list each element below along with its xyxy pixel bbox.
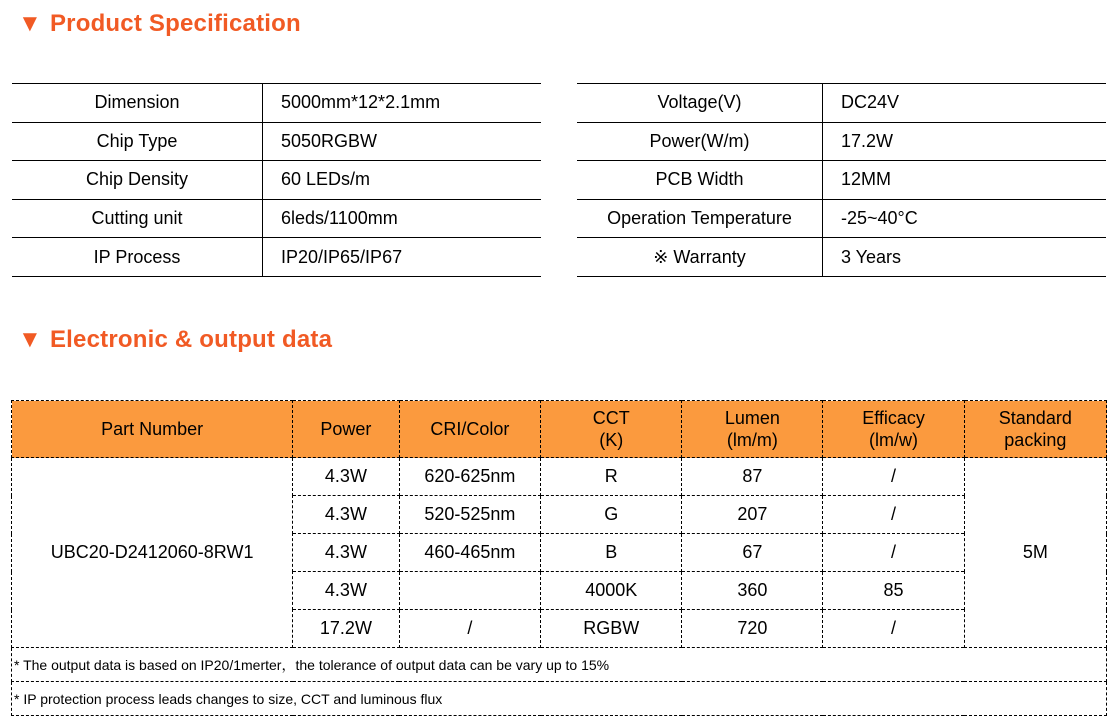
product-spec-heading xyxy=(18,10,301,38)
spec-key: PCB Width xyxy=(577,161,823,200)
spec-value: DC24V xyxy=(823,84,1107,123)
notes-row xyxy=(12,682,1107,716)
header-power: Power xyxy=(293,401,399,458)
output-data-heading xyxy=(18,326,332,354)
spec-row xyxy=(577,238,1106,277)
lumen-cell: 207 xyxy=(682,496,823,534)
output-note: * The output data is based on IP20/1merter，the tolerance of output data can be vary up to 15% xyxy=(12,648,1107,682)
spec-value: 5000mm*12*2.1mm xyxy=(263,84,542,123)
header-lumen xyxy=(682,401,823,458)
output-data-table xyxy=(11,400,1107,716)
header-lumen-line2: (lm/m) xyxy=(726,430,778,450)
spec-value: 6leds/1100mm xyxy=(263,199,542,238)
spec-row xyxy=(577,84,1106,123)
efficacy-cell: 85 xyxy=(823,572,964,610)
spec-key: Operation Temperature xyxy=(577,199,823,238)
header-cri-color: CRI/Color xyxy=(399,401,541,458)
triangle-down-icon: ▼ xyxy=(18,326,42,353)
lumen-cell: 720 xyxy=(682,610,823,648)
power-cell: 17.2W xyxy=(293,610,399,648)
cri-cell: 620-625nm xyxy=(399,458,541,496)
header-efficacy-line2: (lm/w) xyxy=(869,430,919,450)
efficacy-cell: / xyxy=(823,534,964,572)
cct-cell: R xyxy=(541,458,682,496)
spec-key: ※ Warranty xyxy=(577,238,823,277)
lumen-cell: 87 xyxy=(682,458,823,496)
spec-value: 5050RGBW xyxy=(263,122,542,161)
header-packing-line1: Standard xyxy=(998,408,1072,428)
power-cell: 4.3W xyxy=(293,496,399,534)
spec-value: -25~40°C xyxy=(823,199,1107,238)
cct-cell: B xyxy=(541,534,682,572)
spec-row xyxy=(12,238,541,277)
spec-value: 3 Years xyxy=(823,238,1107,277)
efficacy-cell: / xyxy=(823,610,964,648)
spec-value: IP20/IP65/IP67 xyxy=(263,238,542,277)
lumen-cell: 360 xyxy=(682,572,823,610)
power-cell: 4.3W xyxy=(293,458,399,496)
header-lumen-line1: Lumen xyxy=(724,408,780,428)
spec-value: 12MM xyxy=(823,161,1107,200)
efficacy-cell: / xyxy=(823,458,964,496)
cct-cell: RGBW xyxy=(541,610,682,648)
spec-key: Voltage(V) xyxy=(577,84,823,123)
spec-key: Cutting unit xyxy=(12,199,263,238)
spec-value: 17.2W xyxy=(823,122,1107,161)
power-cell: 4.3W xyxy=(293,572,399,610)
header-efficacy-line1: Efficacy xyxy=(862,408,925,428)
part-number-cell: UBC20-D2412060-8RW1 xyxy=(12,458,293,648)
product-spec-title: Product Specification xyxy=(49,10,301,37)
table-header-row xyxy=(12,401,1107,458)
power-cell: 4.3W xyxy=(293,534,399,572)
header-cct-line1: CCT xyxy=(592,408,630,428)
triangle-down-icon: ▼ xyxy=(18,10,42,37)
header-packing-line2: packing xyxy=(1004,430,1067,450)
spec-table-left xyxy=(12,83,541,277)
table-row xyxy=(12,458,1107,496)
spec-key: Chip Density xyxy=(12,161,263,200)
header-part-number: Part Number xyxy=(12,401,293,458)
spec-row xyxy=(577,161,1106,200)
spec-row xyxy=(577,199,1106,238)
spec-row xyxy=(12,84,541,123)
cct-cell: G xyxy=(541,496,682,534)
spec-value: 60 LEDs/m xyxy=(263,161,542,200)
output-note: * IP protection process leads changes to size, CCT and luminous flux xyxy=(12,682,1107,716)
cri-cell: 460-465nm xyxy=(399,534,541,572)
cri-cell: 520-525nm xyxy=(399,496,541,534)
spec-row xyxy=(12,161,541,200)
cri-cell xyxy=(399,572,541,610)
spec-key: Chip Type xyxy=(12,122,263,161)
spec-key: IP Process xyxy=(12,238,263,277)
cct-cell: 4000K xyxy=(541,572,682,610)
spec-table-right xyxy=(577,83,1106,277)
spec-key: Dimension xyxy=(12,84,263,123)
spec-row xyxy=(12,199,541,238)
spec-key: Power(W/m) xyxy=(577,122,823,161)
spec-row xyxy=(12,122,541,161)
lumen-cell: 67 xyxy=(682,534,823,572)
header-cct-line2: (K) xyxy=(599,430,624,450)
header-cct xyxy=(541,401,682,458)
header-efficacy xyxy=(823,401,964,458)
standard-packing-cell: 5M xyxy=(964,458,1106,648)
spec-row xyxy=(577,122,1106,161)
notes-row xyxy=(12,648,1107,682)
header-standard-packing xyxy=(964,401,1106,458)
output-data-title: Electronic & output data xyxy=(49,326,333,353)
cri-cell: / xyxy=(399,610,541,648)
efficacy-cell: / xyxy=(823,496,964,534)
